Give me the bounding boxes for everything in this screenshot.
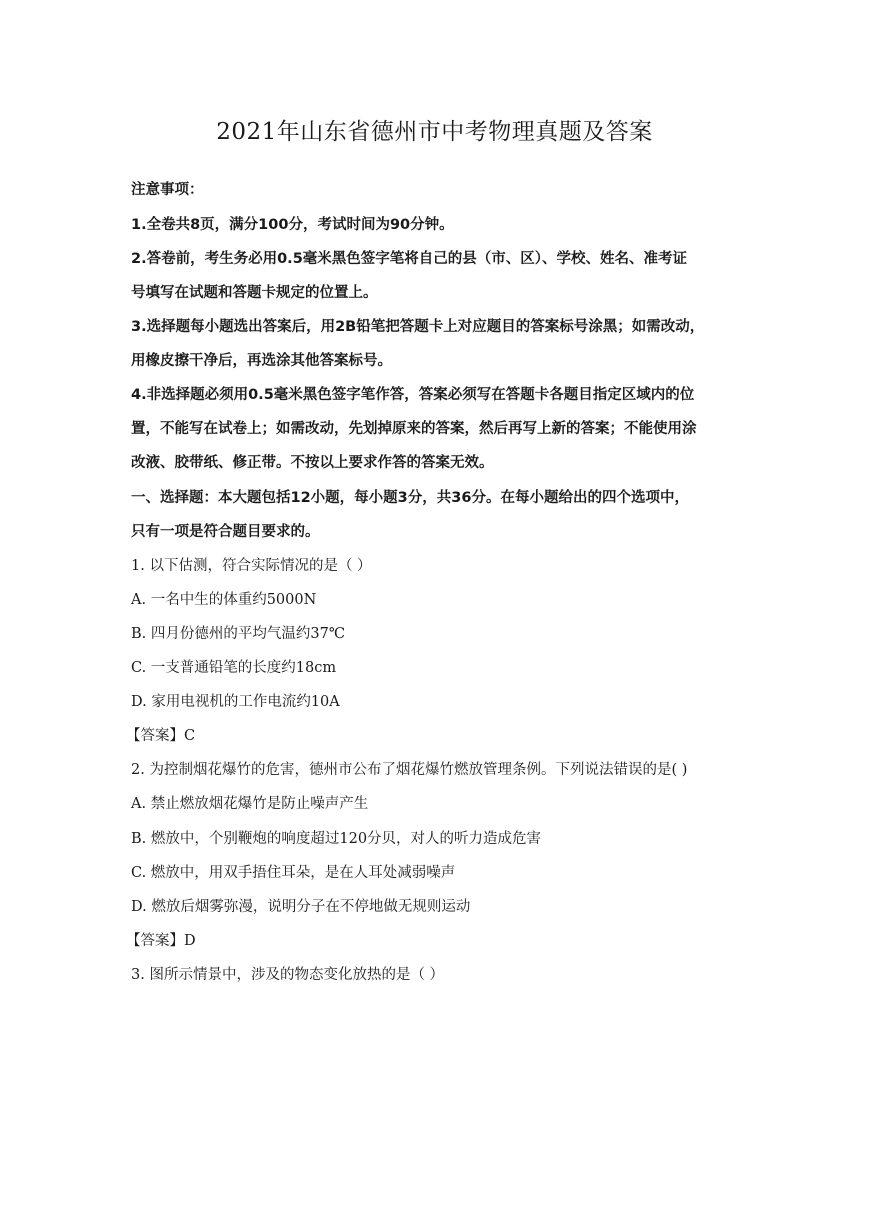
question-option: C. 一支普通铅笔的长度约18cm bbox=[131, 660, 337, 676]
question-stem: 3. 图所示情景中，涉及的物态变化放热的是（ ） bbox=[131, 967, 445, 983]
question-option: A. 禁止燃放烟花爆竹是防止噪声产生 bbox=[131, 796, 369, 812]
question-stem: 2. 为控制烟花爆竹的危害，德州市公布了烟花爆竹燃放管理条例。下列说法错误的是( ) bbox=[131, 762, 688, 778]
section-heading: 一、选择题：本大题包括12小题，每小题3分，共36分。在每小题给出的四个选项中， bbox=[131, 490, 689, 506]
notice-line: 1.全卷共8页，满分100分，考试时间为90分钟。 bbox=[131, 217, 454, 233]
question-option: B. 四月份德州的平均气温约37℃ bbox=[131, 626, 346, 642]
question-option: B. 燃放中，个别鞭炮的响度超过120分贝，对人的听力造成危害 bbox=[131, 831, 542, 847]
notice-line: 用橡皮擦干净后，再选涂其他答案标号。 bbox=[131, 353, 392, 369]
question-option: D. 燃放后烟雾弥漫，说明分子在不停地做无规则运动 bbox=[131, 899, 471, 915]
document-title: 2021年山东省德州市中考物理真题及答案 bbox=[216, 119, 653, 145]
question-option: A. 一名中生的体重约5000N bbox=[131, 592, 317, 608]
notice-heading: 注意事项： bbox=[131, 182, 204, 198]
notice-line: 置，不能写在试卷上；如需改动，先划掉原来的答案，然后再写上新的答案；不能使用涂 bbox=[131, 421, 697, 437]
section-heading: 只有一项是符合题目要求的。 bbox=[131, 524, 320, 540]
question-option: C. 燃放中，用双手捂住耳朵，是在人耳处减弱噪声 bbox=[131, 865, 456, 881]
notice-line: 号填写在试题和答题卡规定的位置上。 bbox=[131, 285, 378, 301]
question-option: D. 家用电视机的工作电流约10A bbox=[131, 694, 340, 710]
notice-line: 4.非选择题必须用0.5毫米黑色签字笔作答，答案必须写在答题卡各题目指定区域内的位 bbox=[131, 387, 695, 403]
question-stem: 1. 以下估测，符合实际情况的是（ ） bbox=[131, 558, 372, 574]
notice-line: 2.答卷前，考生务必用0.5毫米黑色签字笔将自己的县（市、区）、学校、姓名、准考证 bbox=[131, 251, 688, 267]
notice-line: 3.选择题每小题选出答案后，用2B铅笔把答题卡上对应题目的答案标号涂黑；如需改动， bbox=[131, 319, 705, 335]
notice-line: 改液、胶带纸、修正带。不按以上要求作答的答案无效。 bbox=[131, 455, 494, 471]
answer-label: 【答案】C bbox=[126, 728, 196, 744]
answer-label: 【答案】D bbox=[126, 933, 196, 949]
